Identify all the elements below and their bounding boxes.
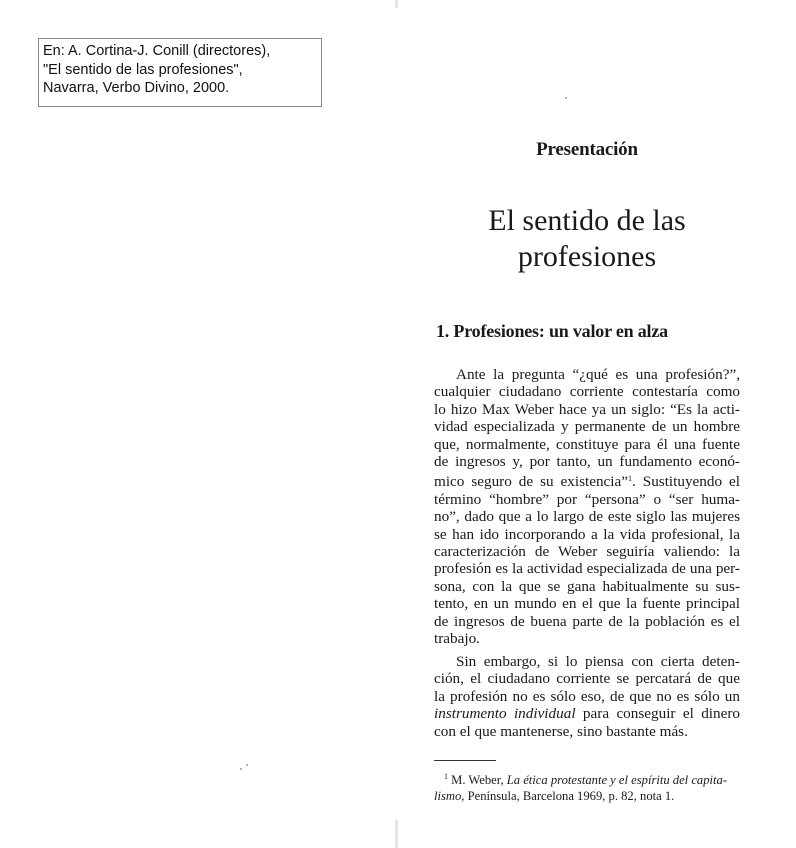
footnote-title: La ética protestante y el espíritu del capita-: [506, 773, 727, 787]
text-line: lo hizo Max Weber hace ya un siglo: “Es la acti-: [434, 400, 740, 418]
text-line: con el que mantenerse, sino bastante más.: [434, 722, 688, 740]
section-heading: 1. Profesiones: un valor en alza: [436, 321, 668, 341]
text-line: la profesión no es sólo eso, de que no es sólo un: [434, 687, 740, 705]
text-line: trabajo.: [434, 630, 480, 648]
text-line: Ante la pregunta “¿qué es una profesión?”,: [456, 366, 740, 383]
title-line: profesiones: [517, 240, 657, 273]
text-line: que, normalmente, constituye para él una fuente: [434, 435, 740, 453]
text-line: de ingresos de buena parte de la población es el: [434, 612, 740, 630]
footnote-title: lismo: [434, 789, 462, 803]
citation-line: "El sentido de las profesiones",: [43, 61, 243, 78]
page-title: [432, 203, 742, 275]
page-gutter: [395, 820, 398, 848]
paragraph-2: [434, 653, 740, 740]
footnote-marker: 1: [628, 474, 632, 484]
citation-line: En: A. Cortina-J. Conill (directores),: [43, 43, 271, 59]
text-line: [434, 470, 740, 490]
footnote-divider: [434, 760, 496, 761]
footnote-line: [434, 788, 740, 804]
text-fragment: . Sustituyendo el: [632, 473, 740, 491]
text-line: sona, con la que se gana habitualmente su sus-: [434, 577, 740, 595]
footnote: [434, 769, 740, 804]
text-line: término “hombre” por “persona” o “ser huma-: [434, 490, 740, 508]
citation-box: [38, 38, 322, 107]
paragraph-1: [434, 366, 740, 648]
text-line: profesión es la actividad especializada de una per-: [434, 560, 740, 578]
footnote-line: [434, 769, 740, 788]
text-line: de ingresos y, por tanto, un fundamento econó-: [434, 453, 740, 471]
footnote-marker: 1: [444, 772, 448, 781]
text-line: caracterización de Weber seguiría valiendo: la: [434, 543, 740, 561]
footnote-author: M. Weber,: [448, 773, 507, 787]
text-line: ción, el ciudadano corriente se percatará de que: [434, 670, 740, 688]
scan-speck: [246, 764, 248, 766]
text-line: Sin embargo, si lo piensa con cierta deten-: [456, 653, 740, 670]
text-line: vidad especializada y permanente de un hombre: [434, 418, 740, 436]
scan-speck: [240, 768, 242, 770]
citation-line: Navarra, Verbo Divino, 2000.: [43, 80, 230, 96]
text-line: no”, dado que a lo largo de este siglo las mujeres: [434, 508, 740, 526]
text-line: tento, en un mundo en el que la fuente principal: [434, 595, 740, 613]
text-line: se han ido incorporando a la vida profesional, la: [434, 525, 740, 543]
footnote-details: , Península, Barcelona 1969, p. 82, nota 1.: [461, 789, 675, 803]
text-fragment: para conseguir el dinero: [575, 705, 741, 723]
section-label: Presentación: [536, 139, 638, 160]
text-line: [434, 705, 740, 722]
title-line: El sentido de las: [488, 204, 686, 237]
text-fragment: mico seguro de su existencia”: [434, 473, 628, 491]
page-gutter: [395, 0, 398, 8]
text-line: cualquier ciudadano corriente contestaría como: [434, 383, 740, 401]
scan-speck: [565, 97, 567, 99]
emphasis-text: instrumento individual: [434, 705, 576, 723]
